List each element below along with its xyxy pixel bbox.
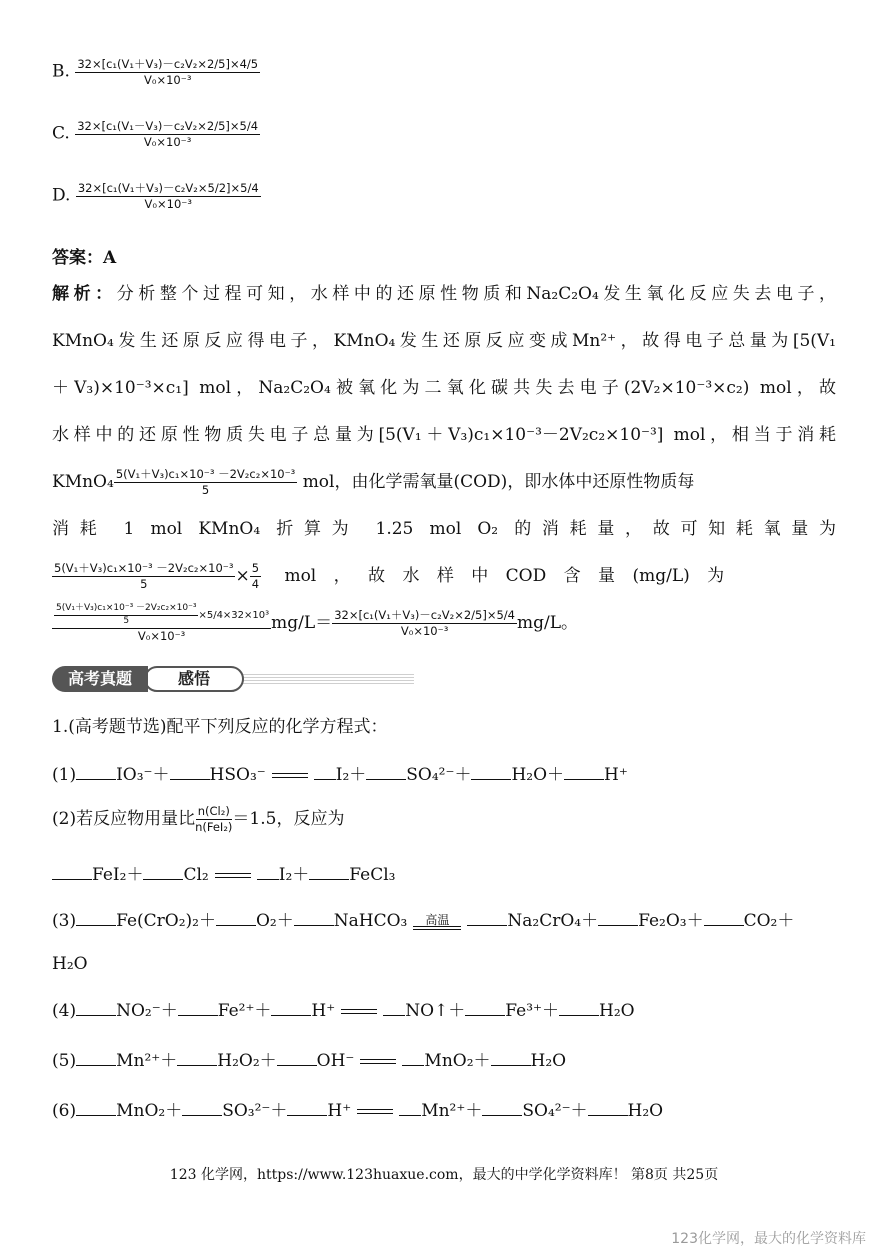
- banner-stripe: [242, 674, 414, 686]
- analysis-line-5: [52, 462, 836, 509]
- blank[interactable]: [143, 865, 183, 880]
- species: Cl₂: [183, 865, 209, 885]
- species: Fe₂O₃＋: [638, 911, 704, 931]
- blank[interactable]: [704, 911, 744, 926]
- species: I₂＋: [278, 865, 310, 885]
- species: H⁺: [327, 1101, 352, 1121]
- species: SO₄²⁻＋: [522, 1101, 588, 1121]
- section-banner: [52, 666, 414, 692]
- species: FeI₂＋: [92, 865, 144, 885]
- species: CO₂＋: [743, 911, 795, 931]
- fraction-numerator: 32×[c₁(V₁－V₃)－c₂V₂×2/5]×5/4: [77, 119, 259, 133]
- blank[interactable]: [287, 1101, 327, 1116]
- fraction-numerator: 5: [251, 561, 260, 576]
- item-number: (5): [52, 1051, 77, 1071]
- blank[interactable]: [52, 865, 92, 880]
- page-footer: 123 化学网，https://www.123huaxue.com，最大的中学化学资料库！ 第8页 共25页: [169, 1167, 719, 1183]
- analysis-text: 分析整个过程可知，水样中的还原性物质和Na₂C₂O₄发生氧化反应失去电子，: [116, 284, 837, 304]
- equals-sign: [272, 773, 308, 778]
- analysis-line-2: KMnO₄发生还原反应得电子，KMnO₄发生还原反应变成Mn²⁺，故得电子总量为[5(V₁: [52, 331, 836, 351]
- fraction-denominator: 5: [123, 616, 130, 627]
- fraction-tail: ×5/4×32×10³: [198, 610, 270, 622]
- equals-sign: [360, 1059, 396, 1064]
- species: FeCl₃: [349, 865, 396, 885]
- watermark: 123化学网，最大的化学资料库: [671, 1231, 866, 1247]
- species: MnO₂＋: [116, 1101, 183, 1121]
- fraction-denominator: 4: [251, 577, 260, 591]
- blank[interactable]: [182, 1101, 222, 1116]
- fraction-numerator: 5(V₁＋V₃)c₁×10⁻³ －2V₂c₂×10⁻³: [54, 561, 234, 576]
- option-letter: B.: [52, 61, 70, 82]
- analysis-text: mol，由化学需氧量(COD)，即水体中还原性物质每: [302, 472, 695, 492]
- blank[interactable]: [76, 911, 116, 926]
- analysis-text: mg/L＝: [271, 613, 333, 633]
- fraction-denominator: V₀×10⁻³: [144, 196, 192, 211]
- equals-sign: [357, 1109, 393, 1114]
- equation-3-cont: [52, 954, 88, 974]
- blank[interactable]: [76, 765, 116, 780]
- question-2: [52, 804, 344, 834]
- analysis-line-8: [52, 603, 836, 650]
- equation-2: [52, 860, 395, 885]
- species: Fe³⁺＋: [505, 1001, 560, 1021]
- option-letter: D.: [52, 185, 71, 206]
- fraction-denominator: 5: [201, 483, 210, 497]
- blank[interactable]: [216, 911, 256, 926]
- option-letter: C.: [52, 123, 70, 144]
- blank[interactable]: [482, 1101, 522, 1116]
- species: NO↑＋: [405, 1001, 466, 1021]
- blank[interactable]: [588, 1101, 628, 1116]
- blank[interactable]: [598, 911, 638, 926]
- blank[interactable]: [257, 865, 279, 880]
- species: H⁺: [604, 765, 628, 785]
- equals-sign: [341, 1009, 377, 1014]
- blank[interactable]: [277, 1051, 317, 1066]
- fraction-numerator: 5(V₁＋V₃)c₁×10⁻³ －2V₂c₂×10⁻³: [54, 604, 198, 616]
- species: H⁺: [311, 1001, 336, 1021]
- fraction-denominator: n(FeI₂): [195, 820, 233, 834]
- equation-1: [52, 760, 628, 785]
- fraction-numerator: 32×[c₁(V₁＋V₃)－c₂V₂×5/2]×5/4: [77, 181, 259, 195]
- species: H₂O₂＋: [217, 1051, 277, 1071]
- analysis-line-6: 消耗 1 mol KMnO₄ 折算为 1.25 mol O₂ 的消耗量，故可知耗氧量为: [52, 519, 836, 539]
- answer-label: 答案：: [52, 248, 103, 268]
- blank[interactable]: [471, 765, 511, 780]
- blank[interactable]: [76, 1001, 116, 1016]
- banner-right: 感悟: [144, 666, 244, 692]
- item-number: (1): [52, 765, 77, 785]
- option-d: [52, 182, 261, 210]
- equation-3: [52, 906, 794, 931]
- species: H₂O＋: [511, 765, 565, 785]
- analysis-text: KMnO₄: [52, 472, 114, 492]
- species: H₂O: [599, 1001, 635, 1021]
- species: O₂＋: [256, 911, 294, 931]
- equals-sign: [215, 873, 251, 878]
- species: HSO₃⁻: [209, 765, 266, 785]
- blank[interactable]: [76, 1101, 116, 1116]
- blank[interactable]: [178, 1001, 218, 1016]
- electron-fraction: [114, 468, 297, 496]
- blank[interactable]: [383, 1001, 405, 1016]
- fraction-denominator: V₀×10⁻³: [137, 629, 186, 644]
- blank[interactable]: [402, 1051, 424, 1066]
- blank[interactable]: [559, 1001, 599, 1016]
- blank[interactable]: [271, 1001, 311, 1016]
- equation-4: [52, 996, 635, 1021]
- option-b: [52, 58, 260, 86]
- fraction-denominator: V₀×10⁻³: [400, 624, 449, 638]
- species: SO₃²⁻＋: [222, 1101, 288, 1121]
- analysis-line-3: ＋V₃)×10⁻³×c₁] mol，Na₂C₂O₄被氧化为二氧化碳共失去电子(2V₂×10⁻³×c₂) mol，故: [52, 378, 836, 398]
- cod-result-fraction: [332, 609, 517, 637]
- species: H₂O: [52, 954, 88, 974]
- analysis-text: ×: [235, 566, 250, 586]
- analysis-paragraph: [52, 274, 836, 650]
- blank[interactable]: [491, 1051, 531, 1066]
- fraction-numerator: n(Cl₂): [197, 804, 230, 819]
- blank[interactable]: [294, 911, 334, 926]
- fraction-denominator: V₀×10⁻³: [144, 72, 192, 87]
- analysis-text: mg/L。: [517, 613, 579, 633]
- cod-fraction: [52, 604, 271, 642]
- blank[interactable]: [314, 765, 336, 780]
- option-fraction: [75, 58, 260, 86]
- analysis-line-4: 水样中的还原性物质失电子总量为[5(V₁＋V₃)c₁×10⁻³－2V₂c₂×10⁻³] mol，相当于消耗: [52, 425, 836, 445]
- species: NO₂⁻＋: [116, 1001, 178, 1021]
- species: H₂O: [530, 1051, 567, 1071]
- item-number: (4): [52, 1001, 77, 1021]
- species: Fe²⁺＋: [217, 1001, 272, 1021]
- analysis-label: 解析：: [52, 284, 117, 304]
- analysis-text: mol ， 故 水 样 中 COD 含 量 (mg/L) 为: [284, 566, 725, 586]
- species: SO₄²⁻＋: [406, 765, 472, 785]
- species: MnO₂＋: [424, 1051, 491, 1071]
- condition-equals-sign: [413, 914, 461, 930]
- species: Mn²⁺＋: [116, 1051, 178, 1071]
- answer-value: A: [103, 248, 117, 268]
- equation-5: [52, 1046, 566, 1071]
- species: NaHCO₃: [333, 911, 408, 931]
- blank[interactable]: [76, 1051, 116, 1066]
- blank[interactable]: [170, 765, 210, 780]
- species: Mn²⁺＋: [421, 1101, 483, 1121]
- blank[interactable]: [467, 911, 507, 926]
- fraction-numerator: 32×[c₁(V₁＋V₃)－c₂V₂×2/5]×4/5: [77, 57, 259, 71]
- ratio-fraction: [250, 562, 261, 590]
- fraction-denominator: V₀×10⁻³: [143, 134, 192, 149]
- species: OH⁻: [316, 1051, 355, 1071]
- question-text: (2)若反应物用量比: [52, 809, 196, 829]
- equation-6: [52, 1096, 663, 1121]
- item-number: (6): [52, 1101, 77, 1121]
- blank[interactable]: [309, 865, 349, 880]
- fraction-numerator: [52, 604, 271, 629]
- species: Fe(CrO₂)₂＋: [116, 911, 216, 931]
- question-text: ＝1.5，反应为: [232, 809, 345, 829]
- species: H₂O: [627, 1101, 664, 1121]
- blank[interactable]: [465, 1001, 505, 1016]
- blank[interactable]: [564, 765, 604, 780]
- ratio-fraction: [195, 805, 232, 833]
- blank[interactable]: [366, 765, 406, 780]
- banner-left: 高考真题: [52, 666, 148, 692]
- fraction-numerator: 5(V₁＋V₃)c₁×10⁻³ －2V₂c₂×10⁻³: [115, 467, 296, 482]
- fraction-numerator: 32×[c₁(V₁＋V₃)－c₂V₂×2/5]×5/4: [334, 608, 515, 623]
- blank[interactable]: [399, 1101, 421, 1116]
- species: IO₃⁻＋: [116, 765, 170, 785]
- inner-fraction: [54, 604, 198, 627]
- analysis-line-7: [52, 556, 836, 603]
- reaction-condition: 高温: [425, 912, 450, 927]
- option-fraction: [76, 182, 261, 210]
- item-number: (3): [52, 911, 77, 931]
- species: I₂＋: [335, 765, 367, 785]
- blank[interactable]: [177, 1051, 217, 1066]
- answer-line: [52, 243, 116, 268]
- question-stem: 1.(高考题节选)配平下列反应的化学方程式：: [52, 717, 388, 737]
- species: Na₂CrO₄＋: [507, 911, 599, 931]
- analysis-line-1: [52, 274, 836, 321]
- option-c: [52, 120, 260, 148]
- oxygen-fraction: [52, 562, 235, 590]
- option-fraction: [75, 120, 260, 148]
- fraction-denominator: 5: [140, 577, 148, 591]
